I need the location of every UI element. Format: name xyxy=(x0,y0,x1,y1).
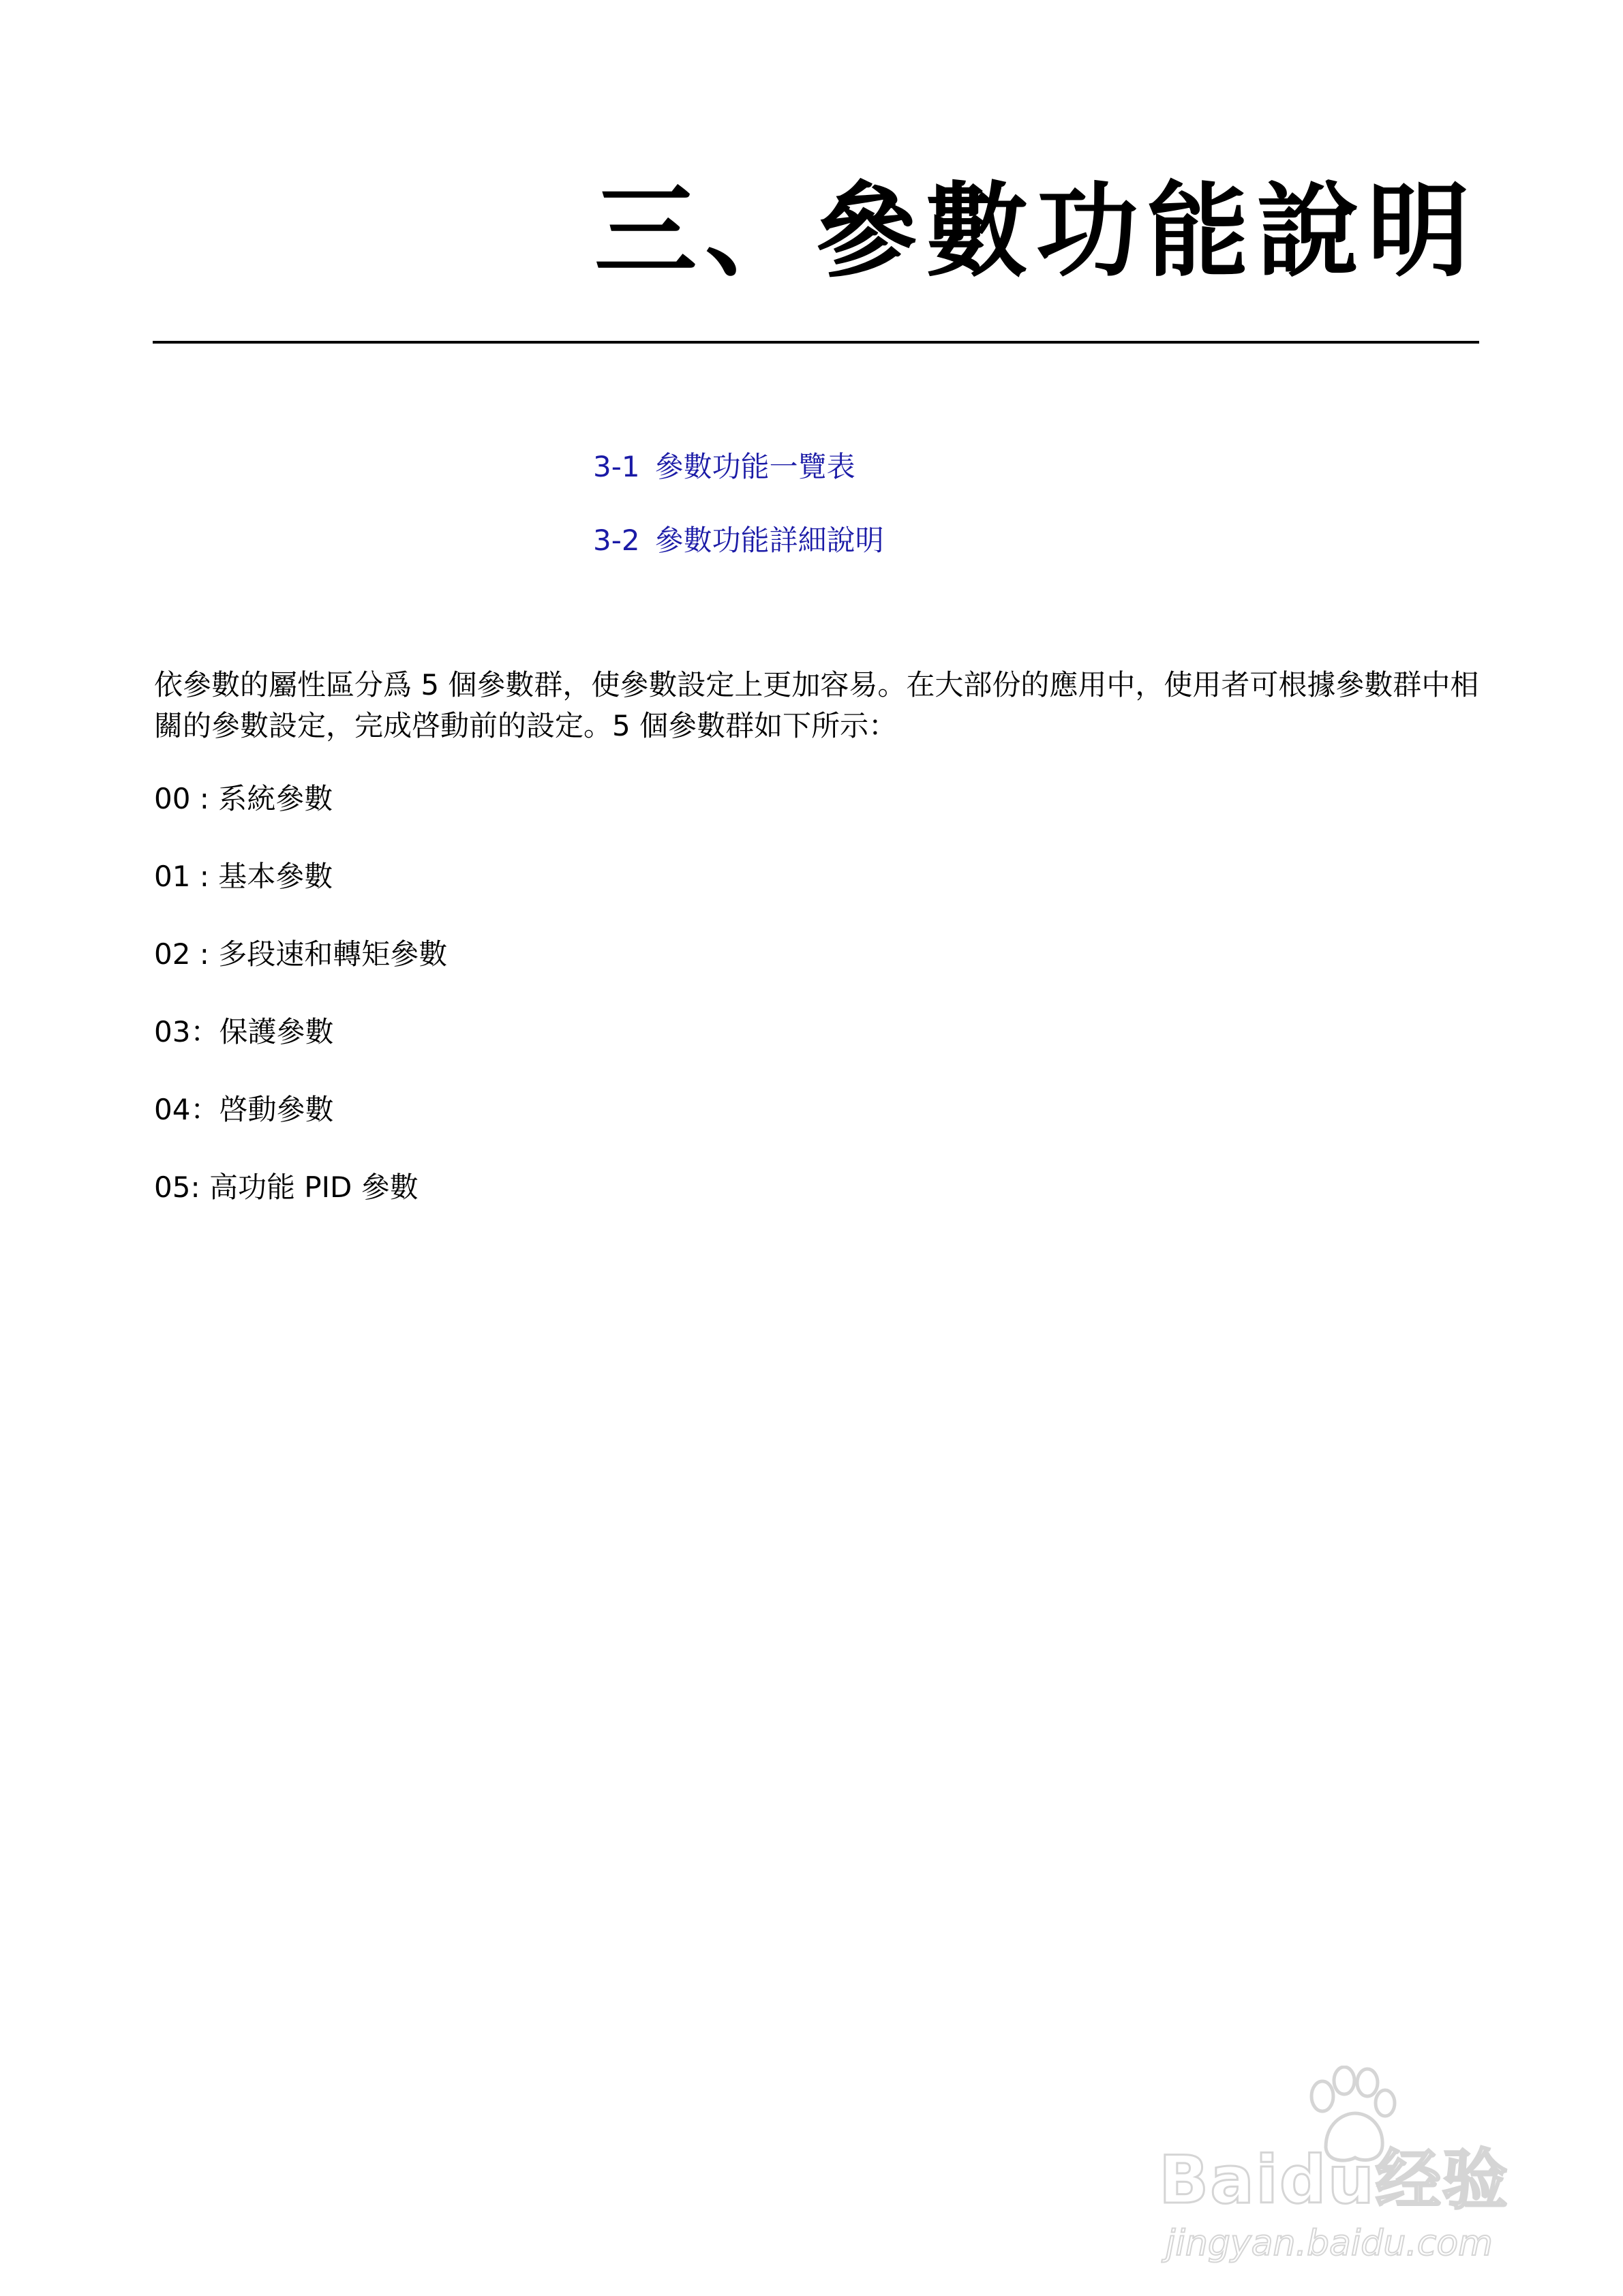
watermark-logo-text: Baidu经验 xyxy=(1159,2142,1509,2218)
toc-link-3-1[interactable] xyxy=(593,450,884,484)
toc-number: 3-2 xyxy=(593,524,640,557)
table-of-contents xyxy=(593,450,884,597)
watermark-url: jingyan.baidu.com xyxy=(1166,2223,1493,2264)
parameter-group-item: 03：保護參數 xyxy=(154,1015,334,1048)
parameter-group-item: 01 : 基本參數 xyxy=(154,860,333,893)
toc-label: 參數功能詳細說明 xyxy=(654,524,884,557)
parameter-group-item: 05: 高功能 PID 參數 xyxy=(154,1170,419,1204)
intro-paragraph: 依參數的屬性區分爲 5 個參數群，使參數設定上更加容易。在大部份的應用中，使用者可根據參數群中相關的參數設定，完成啓動前的設定。5 個參數群如下所示： xyxy=(154,668,1479,742)
parameter-group-item: 04：啓動參數 xyxy=(154,1093,334,1126)
toc-link-3-2[interactable] xyxy=(593,524,884,558)
baidu-jingyan-watermark xyxy=(1159,2066,1541,2270)
toc-label: 參數功能一覽表 xyxy=(654,450,855,483)
title-divider xyxy=(153,341,1479,344)
toc-number: 3-1 xyxy=(593,450,640,483)
parameter-group-item: 02 : 多段速和轉矩參數 xyxy=(154,937,448,971)
chapter-title: 三、參數功能說明 xyxy=(594,172,1478,291)
parameter-group-item: 00 : 系統參數 xyxy=(154,782,333,815)
parameter-group-list xyxy=(154,781,447,1247)
